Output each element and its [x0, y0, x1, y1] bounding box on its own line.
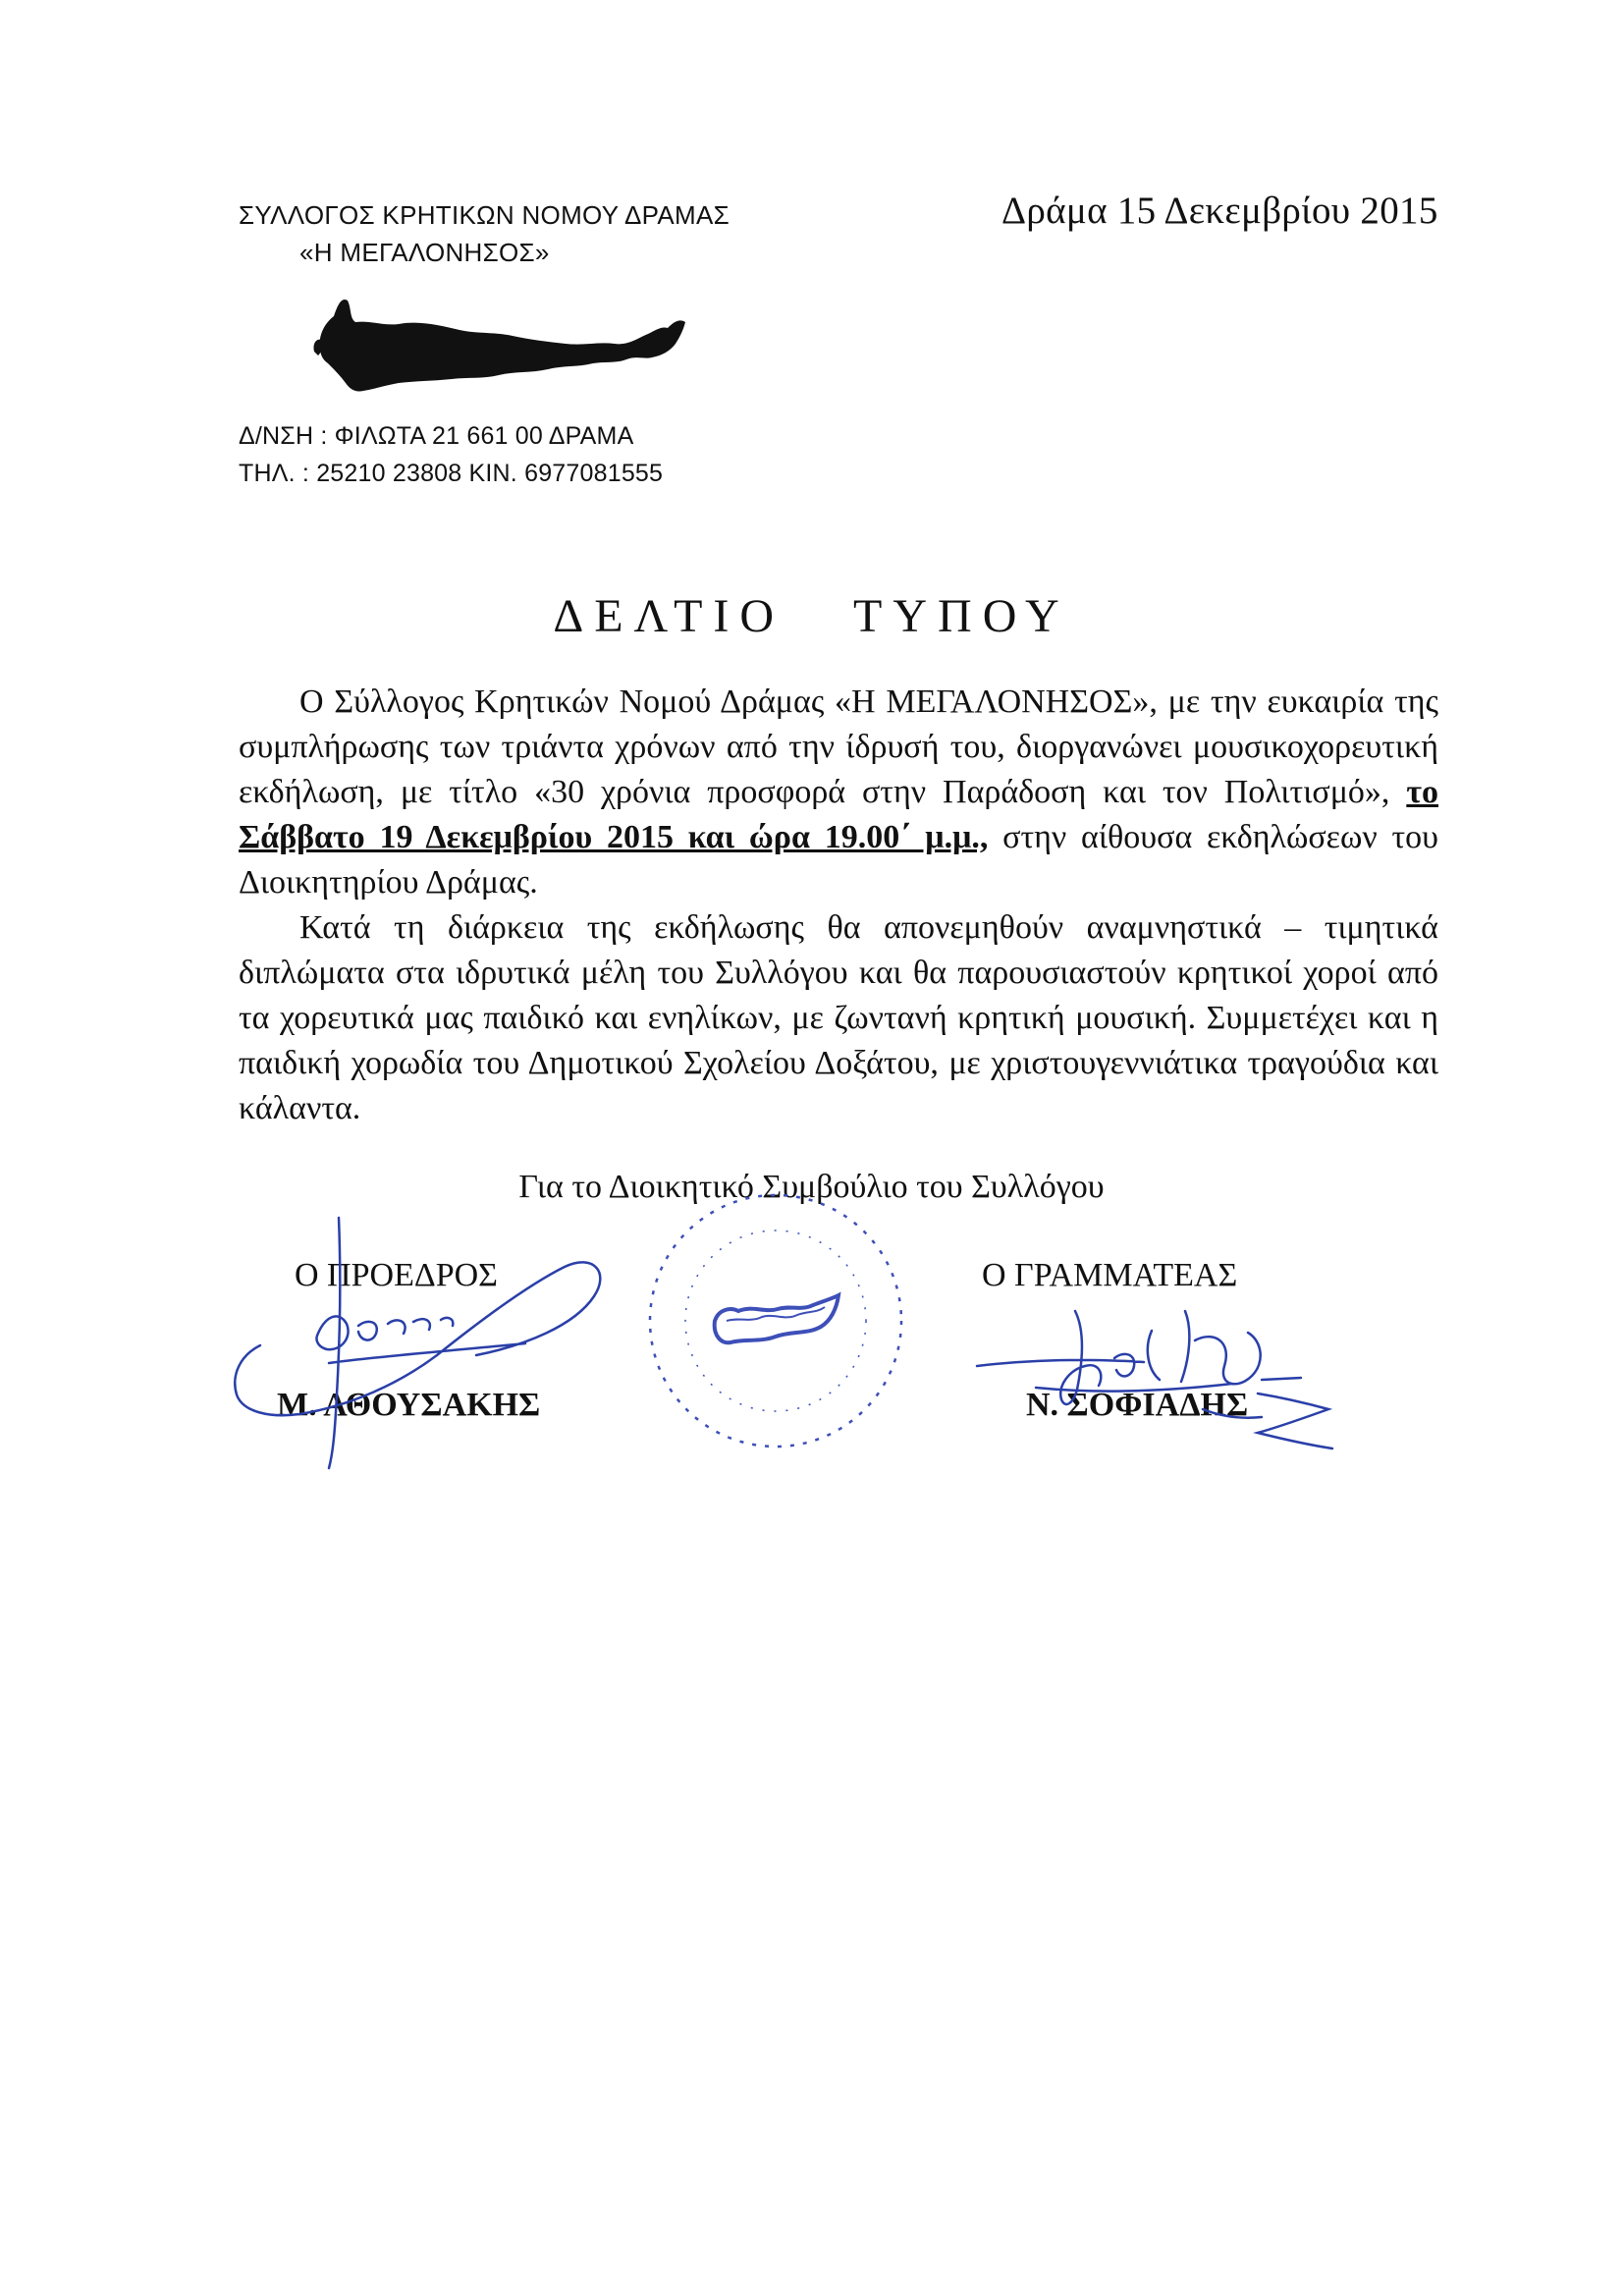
secretary-signature-stroke	[977, 1311, 1332, 1449]
organization-subtitle: «Η ΜΕΓΑΛΟΝΗΣΟΣ»	[299, 238, 550, 267]
paragraph-1-end: στην αίθουσα εκδηλώσεων του Διοικητηρίου Δράμας.	[239, 819, 1438, 901]
organization-name: ΣΥΛΛΟΓΟΣ ΚΡΗΤΙΚΩΝ ΝΟΜΟΥ ΔΡΑΜΑΣ	[239, 200, 730, 230]
paragraph-1-start: Ο Σύλλογος Κρητικών Νομού Δράμας «Η ΜΕΓΑΛΟΝΗΣΟΣ», με την ευκαιρία της συμπλήρωσης των τριάντα χρόνων από την ίδρυσή του, διοργανώνει μουσικοχορευτική εκδήλωση, με τίτλο «30 χρόνια προσφορά στην Παράδοση και τον Πολιτισμό»,	[239, 683, 1438, 810]
title-word-1: ΔΕΛΤΙΟ	[553, 590, 785, 642]
title-word-2: ΤΥΠΟΥ	[853, 590, 1070, 642]
paragraph-2: Κατά τη διάρκεια της εκδήλωσης θα απονεμηθούν αναμνηστικά – τιμητικά διπλώματα στα ιδρυτικά μέλη του Συλλόγου και θα παρουσιαστούν κρητικοί χοροί από τα χορευτικά μας παιδικό και ενηλίκων, με ζωντανή κρητική μουσική. Συμμετέχει και η παιδική χορωδία του Δημοτικού Σχολείου Δοξάτου, με χριστουγεννιάτικα τραγούδια και κάλαντα.	[239, 909, 1438, 1126]
document-date: Δράμα 15 Δεκεμβρίου 2015	[1001, 190, 1438, 232]
crete-silhouette	[320, 300, 685, 392]
event-date-highlight: το Σάββατο 19 Δεκεμβρίου 2015 και ώρα 19.00΄ μ.μ.,	[239, 774, 1438, 855]
crete-map-logo	[312, 287, 690, 400]
president-signature	[231, 1208, 623, 1473]
contact-block	[239, 417, 663, 492]
secretary-signature	[967, 1272, 1340, 1468]
document-title	[0, 589, 1623, 643]
stamp-inner-ring	[685, 1230, 866, 1411]
president-title: Ο ΠΡΟΕΔΡΟΣ	[295, 1257, 498, 1293]
phone-line: ΤΗΛ. : 25210 23808 ΚΙΝ. 6977081555	[239, 460, 664, 487]
address-line: Δ/ΝΣΗ : ΦΙΛΩΤΑ 21 661 00 ΔΡΑΜΑ	[239, 422, 634, 450]
stamp-crete-outline	[715, 1295, 839, 1342]
president-name: Μ. ΑΘΟΥΣΑΚΗΣ	[277, 1387, 541, 1423]
president-signature-stroke	[235, 1218, 600, 1468]
stamp-crete-scribble	[727, 1307, 825, 1321]
paragraph-1	[239, 680, 1438, 905]
press-release-body	[239, 680, 1438, 1131]
association-stamp	[628, 1174, 923, 1468]
secretary-title: Ο ΓΡΑΜΜΑΤΕΑΣ	[982, 1257, 1238, 1293]
board-signoff: Για το Διοικητικό Συμβούλιο του Συλλόγου	[518, 1169, 1105, 1205]
secretary-name: Ν. ΣΟΦΙΑΔΗΣ	[1026, 1387, 1249, 1423]
organization-header	[239, 196, 730, 271]
stamp-outer-ring	[650, 1195, 901, 1447]
